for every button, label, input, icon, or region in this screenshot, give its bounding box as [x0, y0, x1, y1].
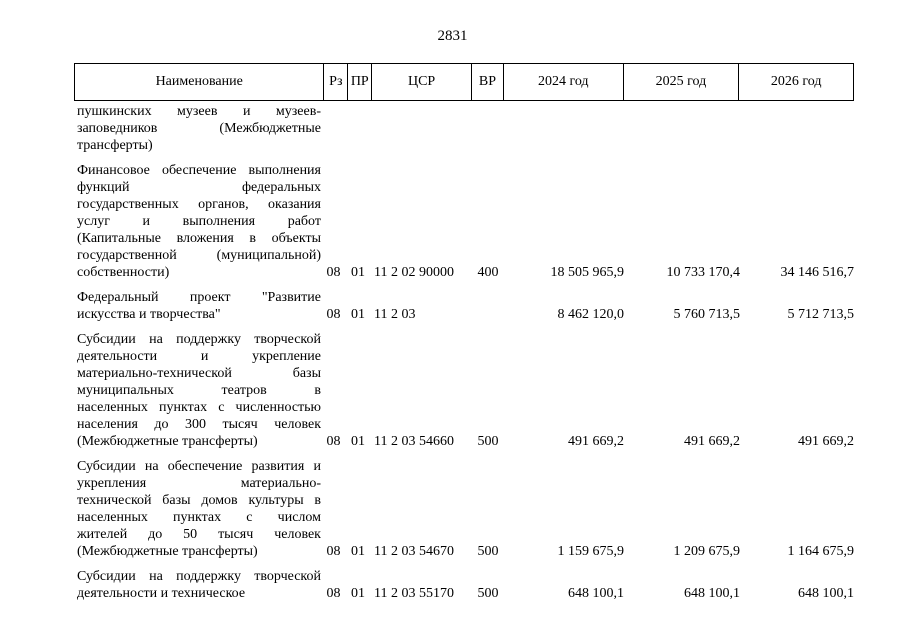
- row-2024: 8 462 120,0: [557, 307, 624, 322]
- row-name-line: заповедников (Межбюджетные: [77, 121, 321, 136]
- row-2025: 1 209 675,9: [673, 544, 740, 559]
- table-row: [77, 162, 854, 281]
- row-name-line: (Межбюджетные трансферты): [77, 434, 258, 449]
- row-pr: 01: [351, 544, 365, 559]
- table-header: [74, 63, 854, 101]
- row-name: [77, 331, 321, 450]
- row-rz: 08: [326, 544, 341, 559]
- row-name-line: государственных органов, оказания: [77, 197, 321, 212]
- row-name-line: деятельности и укрепление: [77, 349, 321, 364]
- row-name-line: населенных пунктах с числом: [77, 510, 321, 525]
- table-row: [77, 331, 854, 450]
- row-name: [77, 458, 321, 560]
- row-name-line: искусства и творчества": [77, 307, 221, 322]
- header-vr: ВР: [472, 64, 504, 100]
- page-number: 2831: [437, 28, 468, 44]
- header-name: Наименование: [75, 64, 324, 100]
- row-name-line: Субсидии на поддержку творческой: [77, 332, 321, 347]
- row-csr: 11 2 03 54660: [374, 434, 454, 449]
- row-vr: 500: [477, 586, 499, 601]
- row-pr: 01: [351, 265, 365, 280]
- row-name-line: материально-технической базы: [77, 366, 321, 381]
- row-2026: 1 164 675,9: [787, 544, 854, 559]
- row-name-line: технической базы домов культуры в: [77, 493, 321, 508]
- row-name-line: Федеральный проект "Развитие: [77, 290, 321, 305]
- row-2025: 648 100,1: [684, 586, 740, 601]
- row-2025: 5 760 713,5: [673, 307, 740, 322]
- row-name-line: собственности): [77, 265, 170, 280]
- row-name-line: жителей до 50 тысяч человек: [77, 527, 321, 542]
- row-name-line: муниципальных театров в: [77, 383, 321, 398]
- row-name-line: (Межбюджетные трансферты): [77, 544, 258, 559]
- row-vr: 500: [477, 434, 499, 449]
- row-2024: 18 505 965,9: [550, 265, 624, 280]
- row-name: [77, 289, 321, 323]
- row-2024: 648 100,1: [568, 586, 624, 601]
- header-2026: 2026 год: [770, 74, 822, 89]
- row-2025: 491 669,2: [684, 434, 740, 449]
- table-row: [77, 458, 854, 560]
- row-name-line: населенных пунктах с численностью: [77, 400, 321, 415]
- table-row: [77, 103, 854, 154]
- row-rz: 08: [326, 307, 341, 322]
- row-2026: 5 712 713,5: [787, 307, 854, 322]
- row-name-line: функций федеральных: [77, 180, 321, 195]
- row-rz: 08: [326, 265, 341, 280]
- row-name-line: государственной (муниципальной): [77, 248, 321, 263]
- row-name-line: Финансовое обеспечение выполнения: [77, 163, 321, 178]
- row-vr: 500: [477, 544, 499, 559]
- table-row: [77, 289, 854, 323]
- row-vr: 400: [477, 265, 499, 280]
- table-body: [77, 103, 854, 602]
- row-name-line: укрепления материально-: [77, 476, 321, 491]
- row-name-line: услуг и выполнения работ: [77, 214, 321, 229]
- row-2026: 491 669,2: [798, 434, 854, 449]
- row-csr: 11 2 03 55170: [374, 586, 454, 601]
- row-name: [77, 103, 321, 154]
- header-csr: ЦСР: [372, 64, 472, 100]
- header-2024: 2024 год: [504, 64, 624, 100]
- row-2025: 10 733 170,4: [666, 265, 740, 280]
- row-name-line: пушкинских музеев и музеев-: [77, 104, 321, 119]
- row-rz: 08: [326, 434, 341, 449]
- row-rz: 08: [326, 586, 341, 601]
- row-name: [77, 568, 321, 602]
- row-pr: 01: [351, 434, 365, 449]
- row-2024: 491 669,2: [568, 434, 624, 449]
- header-pr: ПР: [348, 64, 372, 100]
- header-rz: Рз: [324, 64, 348, 100]
- row-2026: 34 146 516,7: [780, 265, 854, 280]
- row-name-line: трансферты): [77, 138, 153, 153]
- table-row: [77, 568, 854, 602]
- row-name-line: Субсидии на поддержку творческой: [77, 569, 321, 584]
- header-2025: 2025 год: [624, 64, 740, 100]
- row-csr: 11 2 02 90000: [374, 265, 454, 280]
- row-name-line: населения до 300 тысяч человек: [77, 417, 321, 432]
- row-pr: 01: [351, 586, 365, 601]
- row-name-line: деятельности и техническое: [77, 586, 246, 601]
- row-name-line: Субсидии на обеспечение развития и: [77, 459, 321, 474]
- row-name-line: (Капитальные вложения в объекты: [77, 231, 321, 246]
- row-csr: 11 2 03 54670: [374, 544, 454, 559]
- row-2024: 1 159 675,9: [557, 544, 624, 559]
- row-2026: 648 100,1: [798, 586, 854, 601]
- row-name: [77, 162, 321, 281]
- row-pr: 01: [351, 307, 365, 322]
- row-csr: 11 2 03: [374, 307, 416, 322]
